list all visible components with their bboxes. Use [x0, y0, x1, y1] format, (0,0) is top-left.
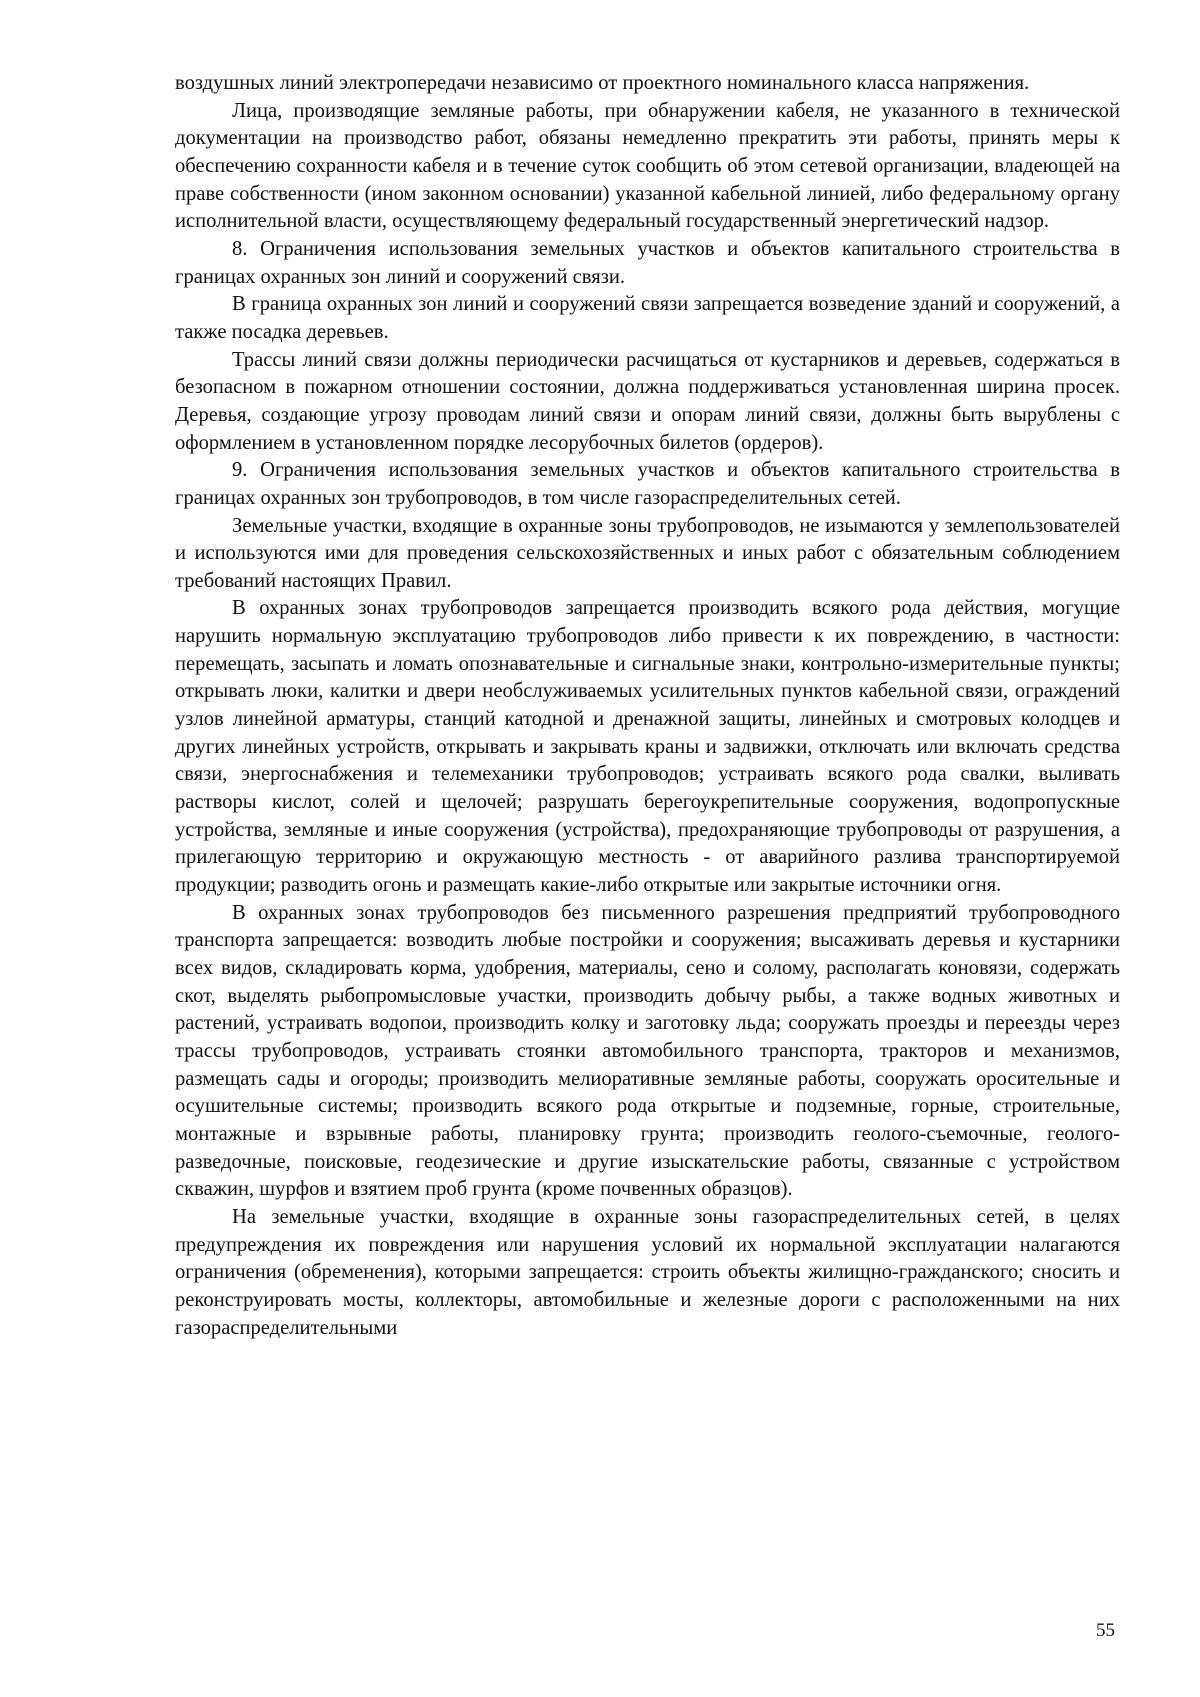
paragraph-land-plots: Земельные участки, входящие в охранные зоны трубопроводов, не изымаются у землепользователей и используются ими для проведения сельскохозяйственных и иных работ с обязательным соблюдением требований настоящих Правил.: [175, 514, 1120, 592]
section-heading-9: 9. Ограничения использования земельных участков и объектов капитального строительства в границах охранных зон трубопроводов, в том числе газораспределительных сетей.: [175, 459, 1120, 509]
paragraph-gas-network-restrictions: На земельные участки, входящие в охранные зоны газораспределительных сетей, в целях предупреждения их повреждения или нарушения условий их нормальной эксплуатации налагаются ограничения (обременения), которыми запрещается: строить объекты жилищно-гражданского; сносить и реконструировать мосты, коллекторы, автомобильные и железные дороги с расположенными на них газораспределительными: [175, 1205, 1120, 1339]
page-number: 55: [1096, 1620, 1115, 1641]
paragraph-pipeline-prohibitions: В охранных зонах трубопроводов запрещается производить всякого рода действия, могущие нарушить нормальную эксплуатацию трубопроводов либо привести к их повреждению, в частности: перемещать, засыпать и ломать опознавательные и сигнальные знаки, контрольно-измерительные пункты; открывать люки, калитки и двери необслуживаемых усилительных пунктов кабельной связи, ограждений узлов линейной арматуры, станций катодной и дренажной защиты, линейных и смотровых колодцев и других линейных устройств, открывать и закрывать краны и задвижки, отключать или включать средства связи, энергоснабжения и телемеханики трубопроводов; устраивать всякого рода свалки, выливать растворы кислот, солей и щелочей; разрушать берегоукрепительные сооружения, водопропускные устройства, земляные и иные сооружения (устройства), предохраняющие трубопроводы от разрушения, а прилегающую территорию и окружающую местность - от аварийного разлива транспортируемой продукции; разводить огонь и размещать какие-либо открытые или закрытые источники огня.: [175, 597, 1120, 897]
paragraph-continuation: воздушных линий электропередачи независимо от проектного номинального класса напряжения.: [175, 72, 1030, 94]
paragraph-cable-discovery: Лица, производящие земляные работы, при обнаружении кабеля, не указанного в технической документации на производство работ, обязаны немедленно прекратить эти работы, принять меры к обеспечению сохранности кабеля и в течение суток сообщить об этом сетевой организации, владеющей на праве собственности (ином законном основании) указанной кабельной линией, либо федеральному органу исполнительной власти, осуществляющему федеральный государственный энергетический надзор.: [175, 99, 1120, 233]
paragraph-comm-zone-ban: В граница охранных зон линий и сооружений связи запрещается возведение зданий и сооружений, а также посадка деревьев.: [175, 293, 1120, 343]
document-body: [175, 70, 1120, 1342]
paragraph-comm-lines-clearing: Трассы линий связи должны периодически расчищаться от кустарников и деревьев, содержаться в безопасном в пожарном отношении состоянии, должна поддерживаться установленная ширина просек. Деревья, создающие угрозу проводам линий связи и опорам линий связи, должны быть вырублены с оформлением в установленном порядке лесорубочных билетов (ордеров).: [175, 348, 1120, 454]
paragraph-pipeline-permission: В охранных зонах трубопроводов без письменного разрешения предприятий трубопроводного транспорта запрещается: возводить любые постройки и сооружения; высаживать деревья и кустарники всех видов, складировать корма, удобрения, материалы, сено и солому, располагать коновязи, содержать скот, выделять рыбопромысловые участки, производить добычу рыбы, а также водных животных и растений, устраивать водопои, производить колку и заготовку льда; сооружать проезды и переезды через трассы трубопроводов, устраивать стоянки автомобильного транспорта, тракторов и механизмов, размещать сады и огороды; производить мелиоративные земляные работы, сооружать оросительные и осушительные системы; производить всякого рода открытые и подземные, горные, строительные, монтажные и взрывные работы, планировку грунта; производить геолого-съемочные, геолого-разведочные, поисковые, геодезические и другие изыскательские работы, связанные с устройством скважин, шурфов и взятием проб грунта (кроме почвенных образцов).: [175, 901, 1120, 1201]
section-heading-8: 8. Ограничения использования земельных участков и объектов капитального строительства в границах охранных зон линий и сооружений связи.: [175, 237, 1120, 288]
